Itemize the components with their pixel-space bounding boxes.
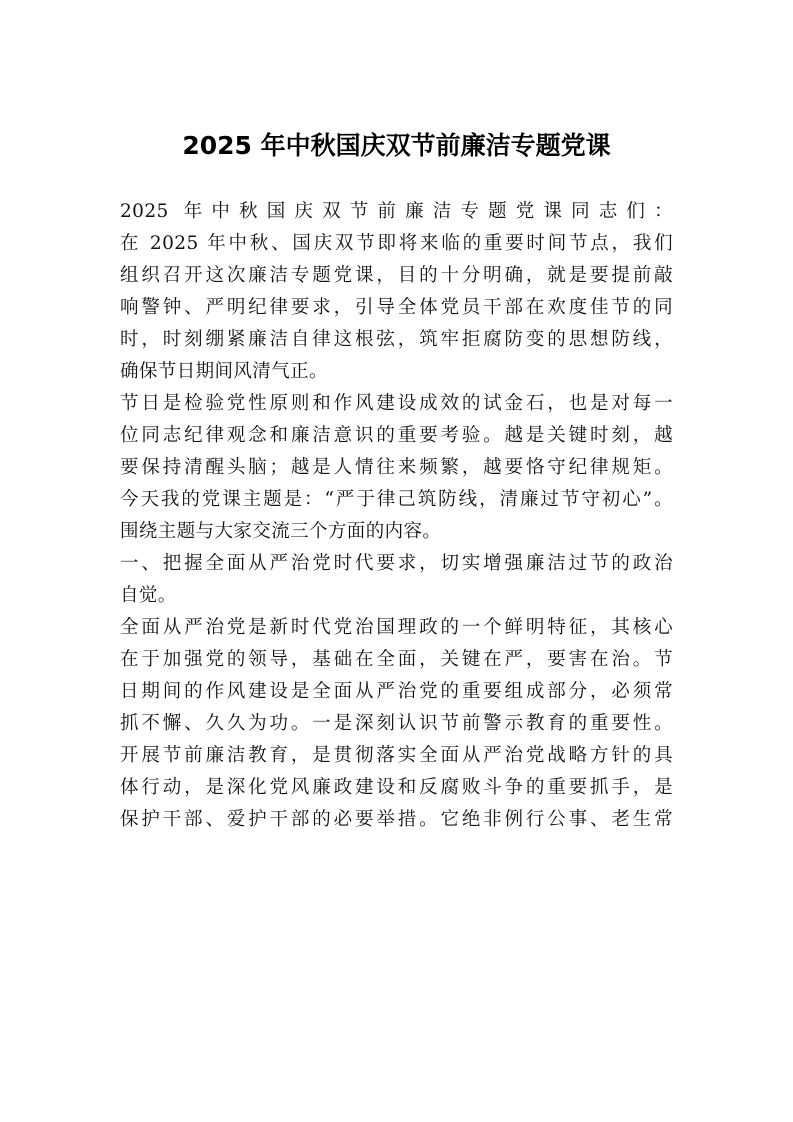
- text-line: 一、把握全面从严治党时代要求，切实增强廉洁过节的政治: [120, 553, 673, 574]
- text-line: 日期间的作风建设是全面从严治党的重要组成部分，必须常: [120, 681, 673, 702]
- text-line: 自觉。: [120, 585, 177, 606]
- text-line: 位同志纪律观念和廉洁意识的重要考验。越是关键时刻，越: [120, 425, 673, 446]
- text-line: 在 2025 年中秋、国庆双节即将来临的重要时间节点，我们: [120, 233, 673, 254]
- text-line: 要保持清醒头脑；越是人情往来频繁，越要恪守纪律规矩。: [120, 457, 673, 478]
- text-line: 2025 年中秋国庆双节前廉洁专题党课同志们：: [120, 201, 673, 222]
- text-line: 抓不懈、久久为功。一是深刻认识节前警示教育的重要性。: [120, 713, 673, 734]
- text-line: 开展节前廉洁教育，是贯彻落实全面从严治党战略方针的具: [120, 745, 673, 766]
- text-line: 响警钟、严明纪律要求，引导全体党员干部在欢度佳节的同: [120, 297, 673, 318]
- text-line: 在于加强党的领导，基础在全面，关键在严，要害在治。节: [120, 649, 673, 670]
- text-line: 保护干部、爱护干部的必要举措。它绝非例行公事、老生常: [120, 809, 673, 830]
- text-line: 时，时刻绷紧廉洁自律这根弦，筑牢拒腐防变的思想防线，: [120, 329, 673, 350]
- text-line: 全面从严治党是新时代党治国理政的一个鲜明特征，其核心: [120, 617, 673, 638]
- text-line: 确保节日期间风清气正。: [120, 361, 328, 382]
- document-body: [120, 196, 673, 836]
- text-line: 围绕主题与大家交流三个方面的内容。: [120, 521, 442, 542]
- document-title: 2025 年中秋国庆双节前廉洁专题党课: [182, 131, 611, 160]
- text-line: 组织召开这次廉洁专题党课，目的十分明确，就是要提前敲: [120, 265, 673, 286]
- text-line: 今天我的党课主题是：“严于律己筑防线，清廉过节守初心”。: [120, 489, 673, 510]
- text-line: 体行动，是深化党风廉政建设和反腐败斗争的重要抓手，是: [120, 777, 673, 798]
- text-line: 节日是检验党性原则和作风建设成效的试金石，也是对每一: [120, 393, 673, 414]
